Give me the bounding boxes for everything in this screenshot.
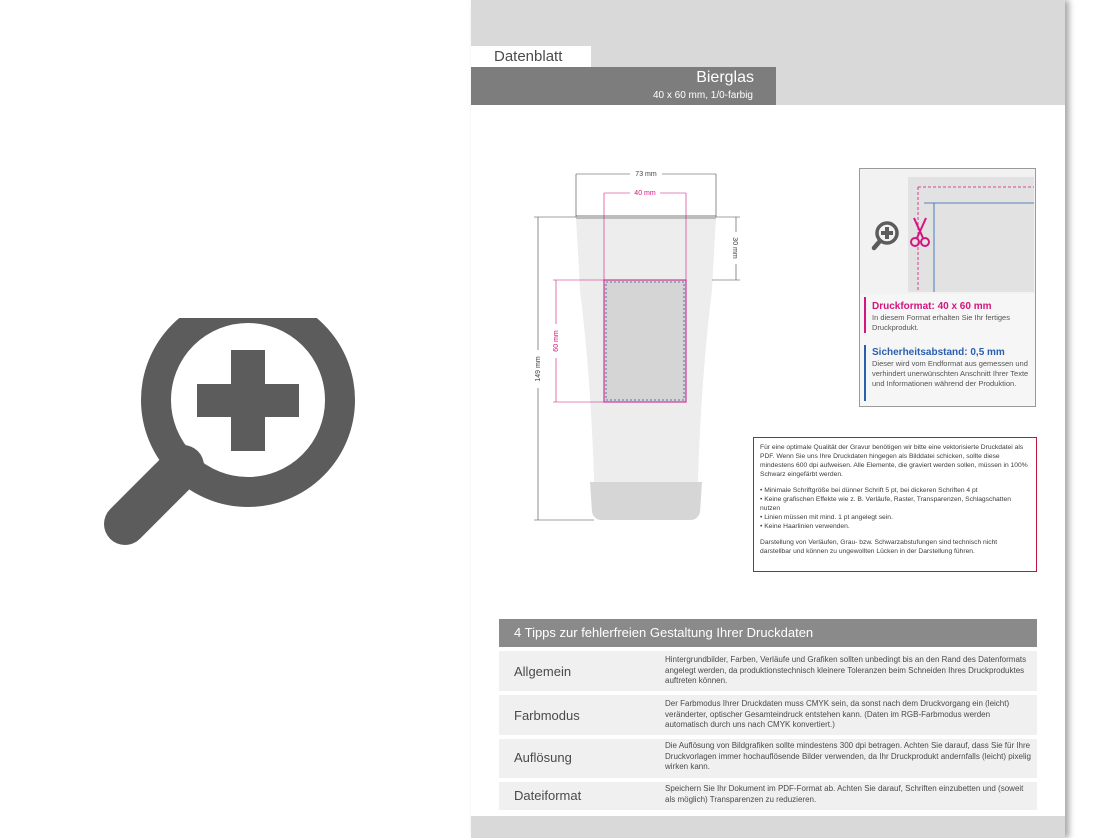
hint-outro: Darstellung von Verläufen, Grau- bzw. Schwarzabstufungen sind technisch nicht darstellbar und können zu ungewollten Lücken in der Darstellung führen. xyxy=(760,539,998,555)
datasheet-tab-label: Datenblatt xyxy=(471,46,591,67)
zoom-in-icon[interactable] xyxy=(100,318,360,558)
tip-row-dateiformat xyxy=(499,782,1037,810)
glass-base xyxy=(590,482,702,520)
tips-title: 4 Tipps zur fehlerfreien Gestaltung Ihrer Druckdaten xyxy=(499,619,1037,647)
druckformat-title: Druckformat: 40 x 60 mm xyxy=(872,301,992,312)
druckformat-marker xyxy=(864,297,866,333)
tip-text: Die Auflösung von Bildgrafiken sollte mindestens 300 dpi betragen. Achten Sie darauf, dass Sie für Ihre Druckvorlagen immer hochauflösende Bilder verwenden, da Ihr Druckprodukt andernfalls (leicht) pixelig wirken kann. xyxy=(665,741,1031,772)
datasheet-page xyxy=(471,0,1065,838)
scissors-icon xyxy=(909,215,931,249)
glass-rim xyxy=(576,215,716,219)
hint-intro: Für eine optimale Qualität der Gravur benötigen wir bitte eine vektorisierte Druckdatei als PDF. Wenn Sie uns Ihre Druckdaten hingegen als Bilddatei schicken, sollte diese mindestens 600 dpi aufweisen. Alle Elemente, die graviert werden sollen, müssen in 100% Schwarz eingefärbt werden. xyxy=(760,444,1028,478)
dim-top-offset: 30 mm xyxy=(731,237,738,259)
format-preview xyxy=(860,169,1035,294)
dim-top-width: 73 mm xyxy=(635,171,657,178)
dim-print-height: 60 mm xyxy=(553,330,560,352)
format-legend-box xyxy=(859,168,1036,407)
hint-bullet: • Minimale Schriftgröße bei dünner Schrift 5 pt, bei dickeren Schriften 4 pt xyxy=(760,487,978,494)
tip-text: Der Farbmodus Ihrer Druckdaten muss CMYK sein, da sonst nach dem Druckvorgang ein (leicht) veränderter, optischer Gesamteindruck entstehen kann. (Daten im RGB-Farbmodus werden automatisch durch uns nach CMYK konvertiert.) xyxy=(665,699,1010,730)
hint-bullet: • Keine Haarlinien verwenden. xyxy=(760,523,850,530)
engraving-hint-box xyxy=(753,437,1037,572)
tip-row-allgemein xyxy=(499,651,1037,691)
hint-bullet: • Keine grafischen Effekte wie z. B. Verläufe, Raster, Transparenzen, Schlagschatten nutzen xyxy=(760,496,1011,512)
footer-band xyxy=(471,816,1065,838)
tip-label: Dateiformat xyxy=(514,788,582,803)
druckformat-text: In diesem Format erhalten Sie Ihr fertiges Druckprodukt. xyxy=(872,313,1010,332)
hint-bullet-list xyxy=(760,486,1030,531)
tip-row-aufloesung xyxy=(499,739,1037,778)
product-title: Bierglas xyxy=(696,69,754,86)
tip-text: Speichern Sie Ihr Dokument im PDF-Format ab. Achten Sie darauf, Schriften einzubetten und (soweit als möglich) Transparenzen zu reduzieren. xyxy=(665,784,1024,804)
product-title-bar xyxy=(471,67,776,105)
print-area xyxy=(604,280,686,402)
tip-label: Allgemein xyxy=(514,664,572,679)
dim-print-width: 40 mm xyxy=(634,190,656,197)
sicherheit-block xyxy=(872,347,1030,389)
tip-label: Farbmodus xyxy=(514,708,580,723)
tip-row-farbmodus xyxy=(499,695,1037,735)
sicherheit-text: Dieser wird vom Endformat aus gemessen und verhindert unerwünschten Anschnitt Ihrer Texte und Informationen während der Produktion. xyxy=(872,359,1029,388)
product-subtitle: 40 x 60 mm, 1/0-farbig xyxy=(652,90,753,101)
tip-label: Auflösung xyxy=(514,750,572,765)
tip-text: Hintergrundbilder, Farben, Verläufe und Grafiken sollten unbedingt bis an den Rand des Datenformats angelegt werden, da produktionstechnisch kleinere Toleranzen beim Schneiden Ihres Druckproduktes auftreten können. xyxy=(665,655,1027,686)
sicherheit-marker xyxy=(864,345,866,401)
magnifier-icon[interactable] xyxy=(870,219,902,253)
sicherheit-title: Sicherheitsabstand: 0,5 mm xyxy=(872,347,1005,358)
dim-total-height: 149 mm xyxy=(535,356,542,382)
druckformat-block xyxy=(872,301,1030,333)
hint-bullet: • Linien müssen mit mind. 1 pt angelegt sein. xyxy=(760,514,893,521)
